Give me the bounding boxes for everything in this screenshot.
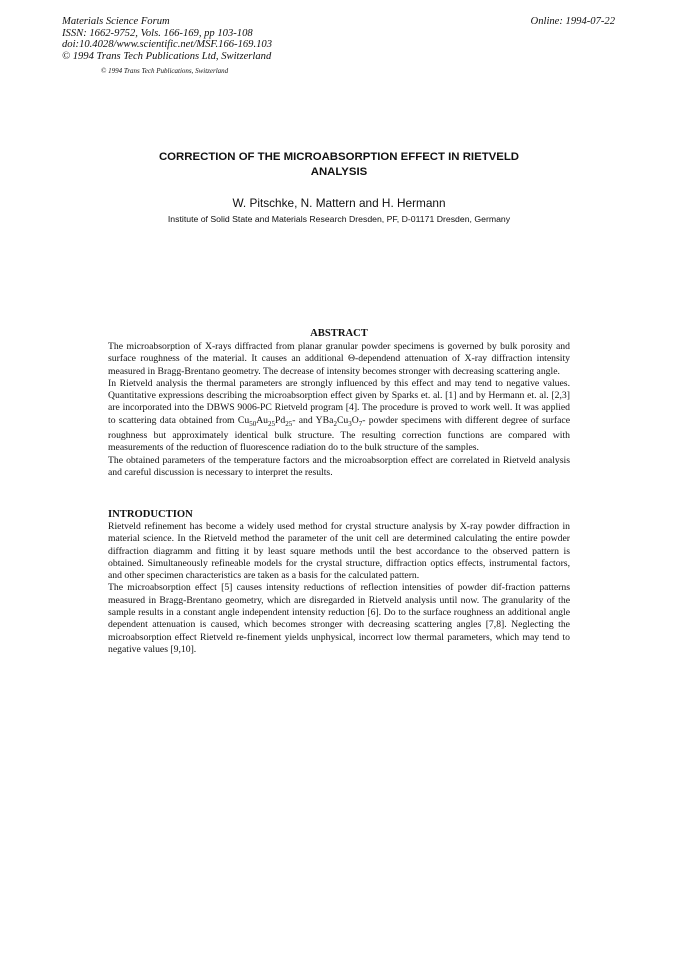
- introduction-heading: INTRODUCTION: [108, 509, 193, 520]
- abstract-p2-text: In Rietveld analysis the thermal parameters are strongly influenced by this effect and may tend to negative values. Quantitative expressions describing the microabsorption effect given by Sparks et. al. [1] and by Hermann et. al. [2,3] are incorporated into the DBWS 9006-PC Rietveld program [4]. The procedure is proved to work well. It was applied to scattering data obtained from: [108, 377, 570, 426]
- title-line-1: CORRECTION OF THE MICROABSORPTION EFFECT IN RIETVELD: [158, 151, 520, 163]
- introduction-body: [108, 521, 570, 656]
- title-line-2: ANALYSIS: [310, 166, 368, 178]
- abstract-paragraph-2: [108, 378, 570, 455]
- journal-header: [62, 16, 272, 62]
- paper-title: [100, 150, 578, 180]
- abstract-heading: ABSTRACT: [310, 328, 368, 339]
- doi-link[interactable]: doi:10.4028/www.scientific.net/MSF.166-169.103: [62, 39, 272, 51]
- authors: W. Pitschke, N. Mattern and H. Hermann: [232, 196, 446, 210]
- alloy-formula: $Cu_{50}Au_{25}Pd_{25}$: [237, 414, 293, 428]
- ybco-formula: $YBa_2Cu_3O_7$: [315, 414, 363, 428]
- copyright-line: © 1994 Trans Tech Publications Ltd, Switzerland: [62, 50, 272, 62]
- abstract-body: [108, 341, 570, 479]
- abstract-p2-tail: - powder specimens with different degree of surface roughness but approximately identical bulk structure. The resulting correction functions are compared with measurements of the reduction of fluorescence radiation do to the bulk structure of the samples.: [108, 414, 571, 454]
- publisher-line: © 1994 Trans Tech Publications, Switzerland: [101, 67, 229, 75]
- introduction-paragraph-2: The microabsorption effect [5] causes intensity reductions of reflection intensities of powder dif-fraction patterns measured in Bragg-Brentano geometry, which are disregarded in Rietveld analysis until now. The granularity of the sample results in a constant angle independent intensity reduction [6]. Do to the surface roughness an additional angle dependent attenuation is caused, which becomes stronger with decreasing scattering angles [7,8]. Neglecting the microabsorption effect Rietveld re-finement yields unphysical, incorrect low thermal parameters, which may tend to negative values [9,10].: [108, 582, 570, 655]
- abstract-paragraph-3: The obtained parameters of the temperature factors and the microabsorption effect are correlated in Rietveld analysis and careful discussion is necessary to interpret the results.: [108, 454, 570, 478]
- abstract-paragraph-1: The microabsorption of X-rays diffracted from planar granular powder specimens is governed by bulk porosity and surface roughness of the material. It causes an additional Θ-dependend attenuation of X-ray diffraction intensity measured in Bragg-Brentano geometry. The decrease of intensity becomes stronger with decreasing scattering angle.: [108, 341, 570, 377]
- abstract-p2-and: - and: [292, 414, 313, 426]
- issn-line: ISSN: 1662-9752, Vols. 166-169, pp 103-108: [62, 27, 253, 39]
- journal-name: Materials Science Forum: [62, 16, 170, 27]
- online-date: Online: 1994-07-22: [530, 16, 615, 27]
- affiliation: Institute of Solid State and Materials Research Dresden, PF, D-01171 Dresden, Germany: [167, 214, 511, 224]
- introduction-paragraph-1: Rietveld refinement has become a widely used method for crystal structure analysis by X-ray powder diffraction in material science. In the Rietveld method the parameter of the unit cell are determined calculating the entire powder diffraction diagramm and fitting it by least square methods until the best accordance to the observed pattern is obtained. Simultaneously refineable models for the crystal structure, diffraction optics effects, instrumental factors, and other specimen characteristics are taken as a basis for the calculated pattern.: [108, 521, 570, 582]
